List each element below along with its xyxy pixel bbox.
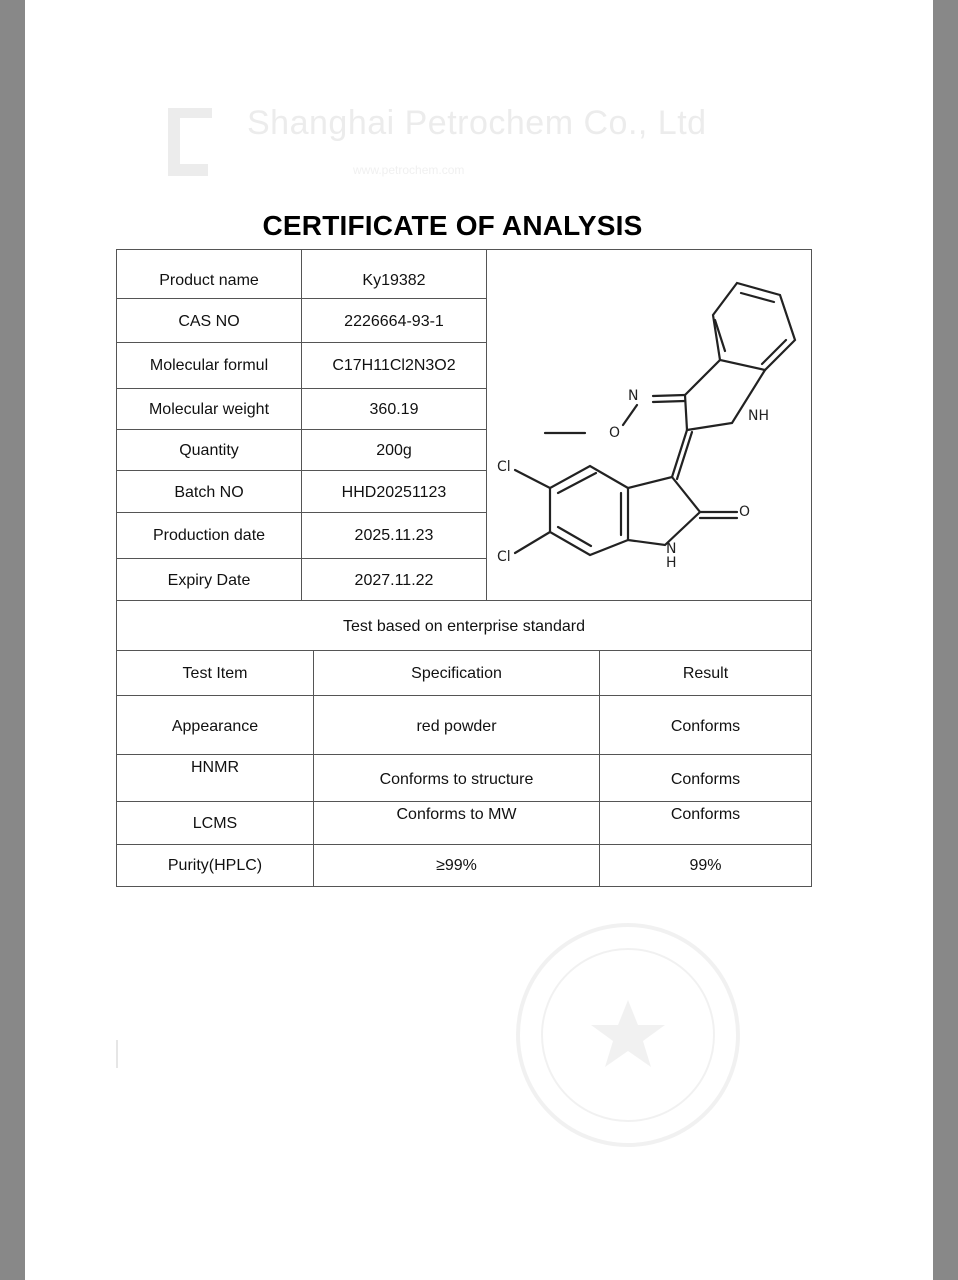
- company-logo-icon: [160, 104, 220, 182]
- label-molecular-formula: Molecular formul: [149, 357, 269, 374]
- chemical-structure-icon: [487, 252, 809, 597]
- test-result-purity: 99%: [689, 857, 722, 874]
- document-title: CERTIFICATE OF ANALYSIS: [262, 210, 643, 241]
- atom-h-bottom: H: [666, 555, 677, 571]
- signature-mark: [116, 1040, 118, 1068]
- header-test-item: Test Item: [182, 665, 248, 682]
- atom-cl-2: Cl: [497, 549, 511, 565]
- test-basis: Test based on enterprise standard: [343, 618, 585, 635]
- test-result-lcms: Conforms: [670, 806, 741, 823]
- test-item-appearance: Appearance: [171, 718, 259, 735]
- test-spec-lcms: Conforms to MW: [396, 806, 517, 823]
- atom-o-carbonyl: O: [739, 504, 751, 520]
- test-spec-hnmr: Conforms to structure: [379, 771, 534, 788]
- label-batch-no: Batch NO: [174, 484, 244, 501]
- label-expiry-date: Expiry Date: [167, 572, 251, 589]
- test-item-hnmr: HNMR: [191, 759, 239, 776]
- header-result: Result: [682, 665, 729, 682]
- header-specification: Specification: [411, 665, 502, 682]
- label-product-name: Product name: [159, 272, 259, 289]
- test-result-hnmr: Conforms: [670, 771, 741, 788]
- value-quantity: 200g: [376, 442, 412, 459]
- value-expiry-date: 2027.11.22: [354, 572, 434, 589]
- company-stamp-icon: [513, 920, 743, 1150]
- label-molecular-weight: Molecular weight: [148, 401, 270, 418]
- atom-cl-1: Cl: [497, 459, 511, 475]
- document-page: [25, 0, 933, 1280]
- value-molecular-formula: C17H11Cl2N3O2: [332, 357, 456, 374]
- value-cas-no: 2226664-93-1: [344, 313, 444, 330]
- watermark-company-name: Shanghai Petrochem Co., Ltd: [247, 104, 707, 142]
- atom-n-bottom: N: [666, 541, 677, 557]
- value-production-date: 2025.11.23: [354, 527, 434, 544]
- test-result-appearance: Conforms: [670, 718, 741, 735]
- atom-nh-top: NH: [748, 408, 769, 424]
- label-cas-no: CAS NO: [178, 313, 240, 330]
- atom-n-oxime: N: [628, 388, 639, 404]
- label-production-date: Production date: [152, 527, 266, 544]
- value-batch-no: HHD20251123: [341, 484, 447, 501]
- value-product-name: Ky19382: [362, 272, 426, 289]
- test-item-purity: Purity(HPLC): [167, 857, 263, 874]
- atom-o-ether: O: [609, 425, 621, 441]
- value-molecular-weight: 360.19: [369, 401, 419, 418]
- test-spec-purity: ≥99%: [436, 857, 477, 874]
- label-quantity: Quantity: [179, 442, 239, 459]
- test-item-lcms: LCMS: [192, 815, 238, 832]
- test-spec-appearance: red powder: [416, 718, 497, 735]
- watermark-subtitle: www.petrochem.com: [353, 163, 465, 177]
